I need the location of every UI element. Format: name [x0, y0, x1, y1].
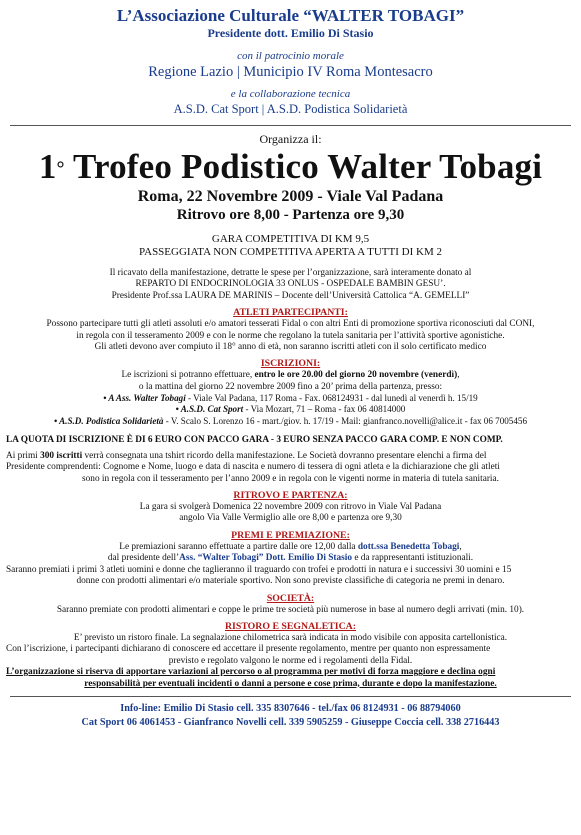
address-podistica-name: • A.S.D. Podistica Solidarietà — [53, 415, 164, 426]
flyer-page — [0, 6, 581, 835]
societa-line-1: Saranno premiate con prodotti alimentari e coppe le prime tre società più numerose in base al numero degli arrivati (min. 10). — [56, 604, 525, 615]
address-tobagi — [0, 393, 581, 404]
footer-divider — [10, 696, 571, 697]
premi-line-1 — [0, 542, 581, 553]
iscrizioni-text: Le iscrizioni si potranno effettuare, — [121, 370, 255, 381]
address-catsport-name: • A.S.D. Cat Sport — [175, 404, 244, 415]
atleti-heading: ATLETI PARTECIPANTI: — [233, 307, 348, 319]
primi-line-1 — [0, 451, 581, 462]
ristoro-heading: RISTORO E SEGNALETICA: — [224, 620, 357, 632]
footer-line-2: Cat Sport 06 4061453 - Gianfranco Novelli cell. 339 5905259 - Giuseppe Coccia cell. 338 2716443 — [81, 716, 500, 728]
organizza-label: Organizza il: — [259, 132, 322, 146]
premi-comma: , — [459, 541, 462, 552]
premi-text-a: Le premiazioni saranno effettuate a partire dalle ore 12,00 dalla — [119, 541, 358, 552]
title-degree: ° — [56, 158, 65, 180]
premi-presidente: Ass. “Walter Tobagi” Dott. Emilio Di Stasio — [179, 553, 353, 564]
address-catsport — [0, 404, 581, 415]
primi-count: 300 iscritti — [40, 450, 83, 461]
address-podistica — [0, 416, 581, 427]
collaboration-partners: A.S.D. Cat Sport | A.S.D. Podistica Solidarietà — [173, 102, 408, 116]
patronage-institutions: Regione Lazio | Municipio IV Roma Montesacro — [148, 64, 433, 80]
atleti-line-1: Possono partecipare tutti gli atleti assoluti e/o amatori tesserati Fidal o con altri Enti di promozione sportiva riconosciuti dal CONI, — [46, 319, 535, 330]
ritrovo-line-2: angolo Via Valle Vermiglio alle ore 8,00 e partenza ore 9,30 — [179, 513, 402, 524]
association-name: L’Associazione Culturale “WALTER TOBAGI” — [116, 6, 465, 25]
patronage-label: con il patrocinio morale — [237, 50, 344, 62]
title-text: Trofeo Podistico Walter Tobagi — [64, 147, 543, 186]
primi-line-2: Presidente comprendenti: Cognome e Nome, luogo e data di nascita e numero di tessera di ogni atleta e la dichiarazione che gli atleti — [6, 462, 500, 473]
collaboration-label: e la collaborazione tecnica — [230, 88, 351, 100]
president-line: Presidente dott. Emilio Di Stasio — [207, 26, 374, 40]
premi-heading: PREMI E PREMIAZIONE: — [231, 529, 350, 541]
address-catsport-detail: - Via Mozart, 71 – Roma - fax 06 40814000 — [243, 404, 406, 415]
atleti-line-2: in regola con il tesseramento 2009 e con le norme che regolano la tutela sanitaria per l’attività sportive agonistiche. — [76, 330, 505, 341]
event-place-date: Roma, 22 Novembre 2009 - Viale Val Padana — [137, 188, 444, 205]
premi-line-3: Saranno premiati i primi 3 atleti uomini e donne che taglieranno il traguardo con trofei e prodotti in natura e i successivi 30 uomini e 15 — [6, 564, 512, 575]
iscrizioni-comma: , — [457, 370, 460, 381]
ristoro-line-2: Con l’iscrizione, i partecipanti dichiarano di conoscere ed accettare il presente regolamento, mentre per quanto non espressamente — [6, 644, 491, 655]
ristoro-line-1: E’ previsto un ristoro finale. La segnalazione chilometrica sarà indicata in modo visibile con apposita cartellonistica. — [73, 632, 508, 643]
atleti-line-3: Gli atleti devono aver compiuto il 18° anno di età, non saranno iscritti atleti con il solo certificato medico — [94, 342, 487, 353]
quota-line: LA QUOTA DI ISCRIZIONE È DI 6 EURO CON PACCO GARA - 3 EURO SENZA PACCO GARA COMP. E NON COMP. — [6, 434, 503, 445]
address-podistica-detail: - V. Scalo S. Lorenzo 16 - mart./giov. h. 17/19 - Mail: gianfranco.novelli@alice.it - fax 06 7005456 — [163, 415, 527, 426]
footer-line-1 — [0, 702, 581, 716]
iscrizioni-line-2: o la mattina del giorno 22 novembre 2009 fino a 20’ prima della partenza, presso: — [138, 381, 443, 392]
iscrizioni-deadline: entro le ore 20.00 del giorno 20 novembre (venerdì) — [254, 370, 458, 381]
title-number: 1 — [38, 147, 57, 186]
premi-text-b: dal presidente dell’ — [107, 553, 180, 564]
ristoro-line-3: previsto e regolato valgono le norme ed i regolamenti della Fidal. — [168, 655, 413, 666]
primi-text-a: Ai primi — [6, 450, 41, 461]
ritrovo-line-1: La gara si svolgerà Domenica 22 novembre 2009 con ritrovo in Viale Val Padana — [139, 502, 442, 513]
ricavato-line-1: Il ricavato della manifestazione, detratte le spese per l’organizzazione, sarà interamente donato al — [109, 268, 472, 278]
ricavato-line-2: REPARTO DI ENDOCRINOLOGIA 33 ONLUS - OSPEDALE BAMBIN GESU’. — [135, 279, 446, 290]
race-type-2: PASSEGGIATA NON COMPETITIVA APERTA A TUTTI DI KM 2 — [139, 246, 442, 258]
primi-text-c: verrà consegnata una tshirt ricordo della manifestazione. Le Società dovranno presentare elenchi a firma del — [82, 450, 487, 461]
info-line-label: Info-line: — [120, 702, 162, 714]
iscrizioni-line-1 — [0, 370, 581, 381]
societa-heading: SOCIETÀ: — [266, 592, 315, 604]
address-tobagi-detail: - Viale Val Padana, 117 Roma - Fax. 068124931 - dal lunedì al venerdì h. 15/19 — [185, 393, 478, 404]
ritrovo-heading: RITROVO E PARTENZA: — [233, 490, 348, 502]
event-times: Ritrovo ore 8,00 - Partenza ore 9,30 — [176, 207, 405, 223]
header-divider — [10, 125, 571, 126]
premi-benedetta: dott.ssa Benedetta Tobagi — [357, 541, 460, 552]
disclaimer-line-2: responsabilità per eventuali incidenti o danni a persone e cose prima, durante e dopo la manifestazione. — [84, 678, 497, 689]
iscrizioni-heading: ISCRIZIONI: — [260, 358, 321, 370]
info-line-contacts: Emilio Di Stasio cell. 335 8307646 - tel./fax 06 8124931 - 06 88794060 — [161, 702, 461, 714]
premi-line-2 — [0, 553, 581, 564]
event-title — [0, 147, 581, 187]
race-type-1: GARA COMPETITIVA DI KM 9,5 — [211, 233, 370, 245]
premi-line-4: donne con prodotti alimentari e/o materiale sportivo. Non sono previste classifiche di categoria ne premi in denaro. — [76, 576, 505, 587]
ricavato-line-3: Presidente Prof.ssa LAURA DE MARINIS – Docente dell’Università Cattolica “A. GEMELLI” — [111, 290, 470, 301]
premi-text-c: e da rappresentanti istituzionali. — [352, 553, 474, 564]
address-tobagi-name: • A Ass. Walter Tobagi — [103, 393, 186, 404]
disclaimer-line-1: L’organizzazione si riserva di apportare variazioni al percorso o al programma per motivi di forza maggiore e declina ogni — [6, 667, 496, 678]
primi-line-3: sono in regola con il tesseramento per l’anno 2009 e in regola con le vigenti norme in materia di tutela sanitaria. — [82, 473, 499, 484]
